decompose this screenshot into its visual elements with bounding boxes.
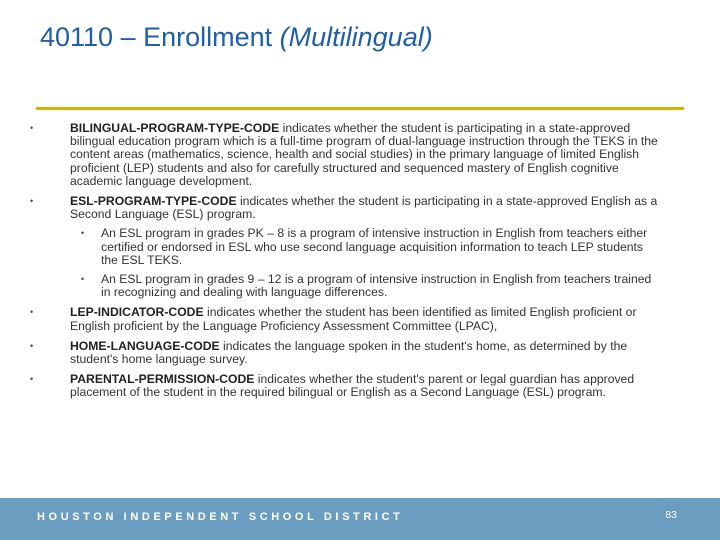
- field-description: indicates the language spoken in the student's home, as determined by the student's home language survey.: [70, 338, 628, 367]
- organization-name: HOUSTON INDEPENDENT SCHOOL DISTRICT: [37, 511, 404, 523]
- field-description: indicates whether the student's parent or legal guardian has approved placement of the student in the required bilingual or English as a Second Language (ESL) program.: [70, 372, 635, 400]
- title-italic: (Multilingual): [279, 22, 433, 52]
- list-item: [30, 122, 660, 188]
- bullet-list: [30, 122, 660, 407]
- bullet-icon: •: [30, 196, 34, 207]
- bullet-icon: •: [81, 274, 85, 285]
- list-item: [30, 340, 660, 366]
- field-description: indicates whether the student is participating in a state-approved English as a Second Language (ESL) program.: [70, 194, 658, 222]
- field-code: PARENTAL-PERMISSION-CODE: [70, 372, 255, 387]
- field-description: indicates whether the student has been identified as limited English proficient or English proficient by the Language Proficiency Assessment Committee (LPAC),: [70, 305, 637, 333]
- sub-item-text: An ESL program in grades PK – 8 is a program of intensive instruction in English from teachers either certified or endorsed in ESL who use second language acquisition information to teach LEP students the ESL TEKS.: [101, 226, 648, 267]
- page-number: 83: [665, 509, 677, 521]
- bullet-icon: •: [30, 340, 34, 351]
- field-code: HOME-LANGUAGE-CODE: [70, 338, 220, 353]
- field-description: indicates whether the student is participating in a state-approved bilingual education program which is a full-time program of dual-language instruction through the TEKS in the content areas (mathematics, science, health and social studies) in the primary language of limited English proficient (LEP) students and also for carefully structured and sequenced mastery of English cognitive academic language development.: [70, 121, 658, 188]
- list-item: [30, 195, 660, 299]
- bullet-icon: •: [30, 374, 34, 385]
- field-code: ESL-PROGRAM-TYPE-CODE: [70, 194, 237, 209]
- title-divider: [36, 107, 684, 110]
- field-code: BILINGUAL-PROGRAM-TYPE-CODE: [70, 121, 280, 135]
- list-item: [30, 373, 660, 399]
- bullet-icon: •: [81, 228, 85, 239]
- bullet-icon: •: [30, 123, 34, 133]
- bullet-icon: •: [30, 307, 34, 318]
- footer-bar: [0, 498, 720, 540]
- sub-list-item: [70, 227, 660, 267]
- title-main: 40110 – Enrollment: [40, 22, 280, 52]
- field-code: LEP-INDICATOR-CODE: [70, 305, 204, 320]
- list-item: [30, 306, 660, 332]
- sub-item-text: An ESL program in grades 9 – 12 is a program of intensive instruction in English from teachers trained in recognizing and dealing with language differences.: [101, 272, 652, 300]
- sub-list-item: [70, 273, 660, 299]
- page-title: [40, 22, 700, 53]
